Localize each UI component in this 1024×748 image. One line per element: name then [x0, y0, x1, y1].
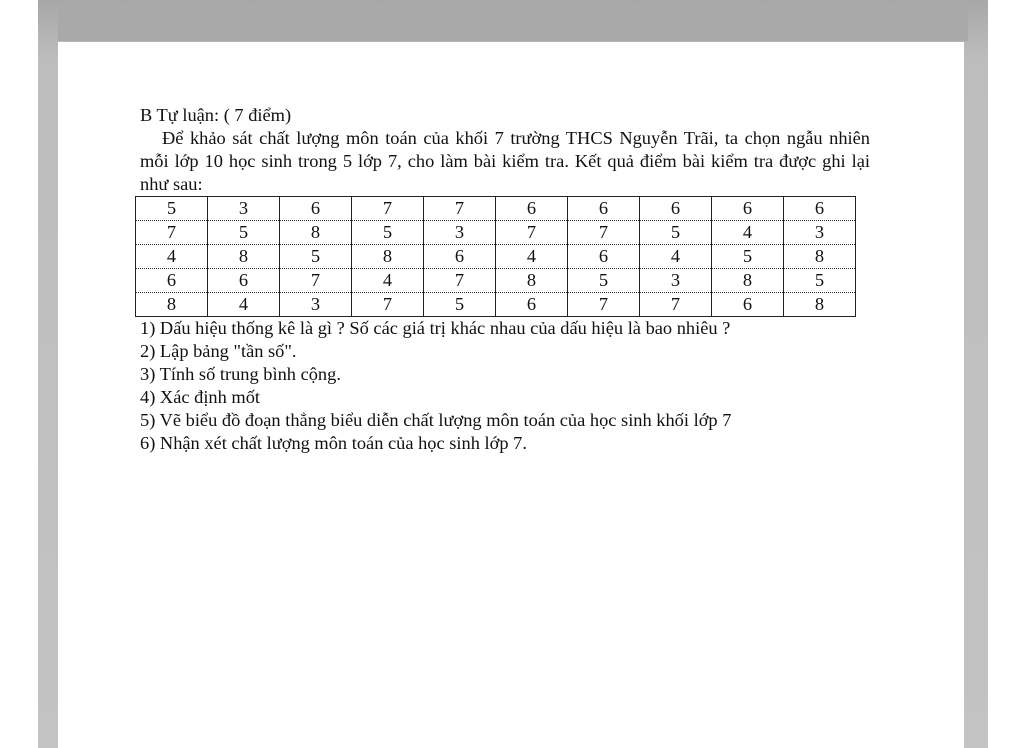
- table-cell: 4: [352, 269, 424, 293]
- document-page[interactable]: [58, 42, 964, 748]
- table-cell: 5: [784, 269, 856, 293]
- table-cell: 4: [712, 221, 784, 245]
- page-top-shadow: [58, 3, 968, 41]
- table-cell: 7: [496, 221, 568, 245]
- table-row: [136, 245, 856, 269]
- table-cell: 7: [568, 221, 640, 245]
- scores-table: [135, 196, 856, 317]
- question-6: 6) Nhận xét chất lượng môn toán của học sinh lớp 7.: [140, 433, 527, 453]
- table-cell: 6: [712, 197, 784, 221]
- table-cell: 5: [424, 293, 496, 317]
- table-cell: 5: [568, 269, 640, 293]
- question-5: 5) Vẽ biểu đồ đoạn thẳng biểu diễn chất lượng môn toán của học sinh khối lớp 7: [140, 410, 732, 430]
- table-cell: 5: [352, 221, 424, 245]
- table-cell: 6: [712, 293, 784, 317]
- table-cell: 8: [496, 269, 568, 293]
- table-cell: 4: [496, 245, 568, 269]
- table-cell: 6: [280, 197, 352, 221]
- table-cell: 7: [280, 269, 352, 293]
- table-cell: 6: [208, 269, 280, 293]
- question-list: [140, 317, 870, 455]
- table-cell: 7: [136, 221, 208, 245]
- table-cell: 8: [712, 269, 784, 293]
- table-cell: 6: [136, 269, 208, 293]
- table-cell: 3: [784, 221, 856, 245]
- table-cell: 8: [208, 245, 280, 269]
- table-cell: 3: [640, 269, 712, 293]
- question-2: 2) Lập bảng "tần số".: [140, 341, 297, 361]
- question-3: 3) Tính số trung bình cộng.: [140, 364, 341, 384]
- table-cell: 6: [568, 197, 640, 221]
- table-cell: 6: [784, 197, 856, 221]
- table-cell: 6: [424, 245, 496, 269]
- table-cell: 5: [280, 245, 352, 269]
- table-cell: 4: [208, 293, 280, 317]
- table-cell: 3: [280, 293, 352, 317]
- table-cell: 6: [640, 197, 712, 221]
- table-cell: 4: [640, 245, 712, 269]
- table-cell: 5: [640, 221, 712, 245]
- question-4: 4) Xác định mốt: [140, 387, 261, 407]
- table-cell: 8: [280, 221, 352, 245]
- table-cell: 7: [424, 269, 496, 293]
- page-content: [140, 104, 870, 455]
- table-cell: 5: [712, 245, 784, 269]
- intro-paragraph: Để khảo sát chất lượng môn toán của khối 7 trường THCS Nguyễn Trãi, ta chọn ngẫu nhiên mỗi lớp 10 học sinh trong 5 lớp 7, cho làm bài kiểm tra. Kết quả điểm bài kiểm tra được ghi lại như sau:: [140, 128, 870, 194]
- section-heading: B Tự luận: ( 7 điểm): [140, 105, 292, 125]
- table-cell: 8: [136, 293, 208, 317]
- table-row: [136, 221, 856, 245]
- table-cell: 7: [352, 197, 424, 221]
- table-cell: 5: [136, 197, 208, 221]
- table-cell: 8: [784, 245, 856, 269]
- table-cell: 5: [208, 221, 280, 245]
- table-cell: 7: [640, 293, 712, 317]
- table-cell: 7: [568, 293, 640, 317]
- table-cell: 6: [496, 293, 568, 317]
- table-row: [136, 269, 856, 293]
- table-cell: 4: [136, 245, 208, 269]
- table-cell: 6: [496, 197, 568, 221]
- table-cell: 7: [352, 293, 424, 317]
- table-row: [136, 197, 856, 221]
- table-row: [136, 293, 856, 317]
- table-cell: 6: [568, 245, 640, 269]
- table-cell: 3: [424, 221, 496, 245]
- table-cell: 3: [208, 197, 280, 221]
- question-1: 1) Dấu hiệu thống kê là gì ? Số các giá trị khác nhau của dấu hiệu là bao nhiêu ?: [140, 318, 731, 338]
- table-cell: 8: [784, 293, 856, 317]
- table-cell: 8: [352, 245, 424, 269]
- table-cell: 7: [424, 197, 496, 221]
